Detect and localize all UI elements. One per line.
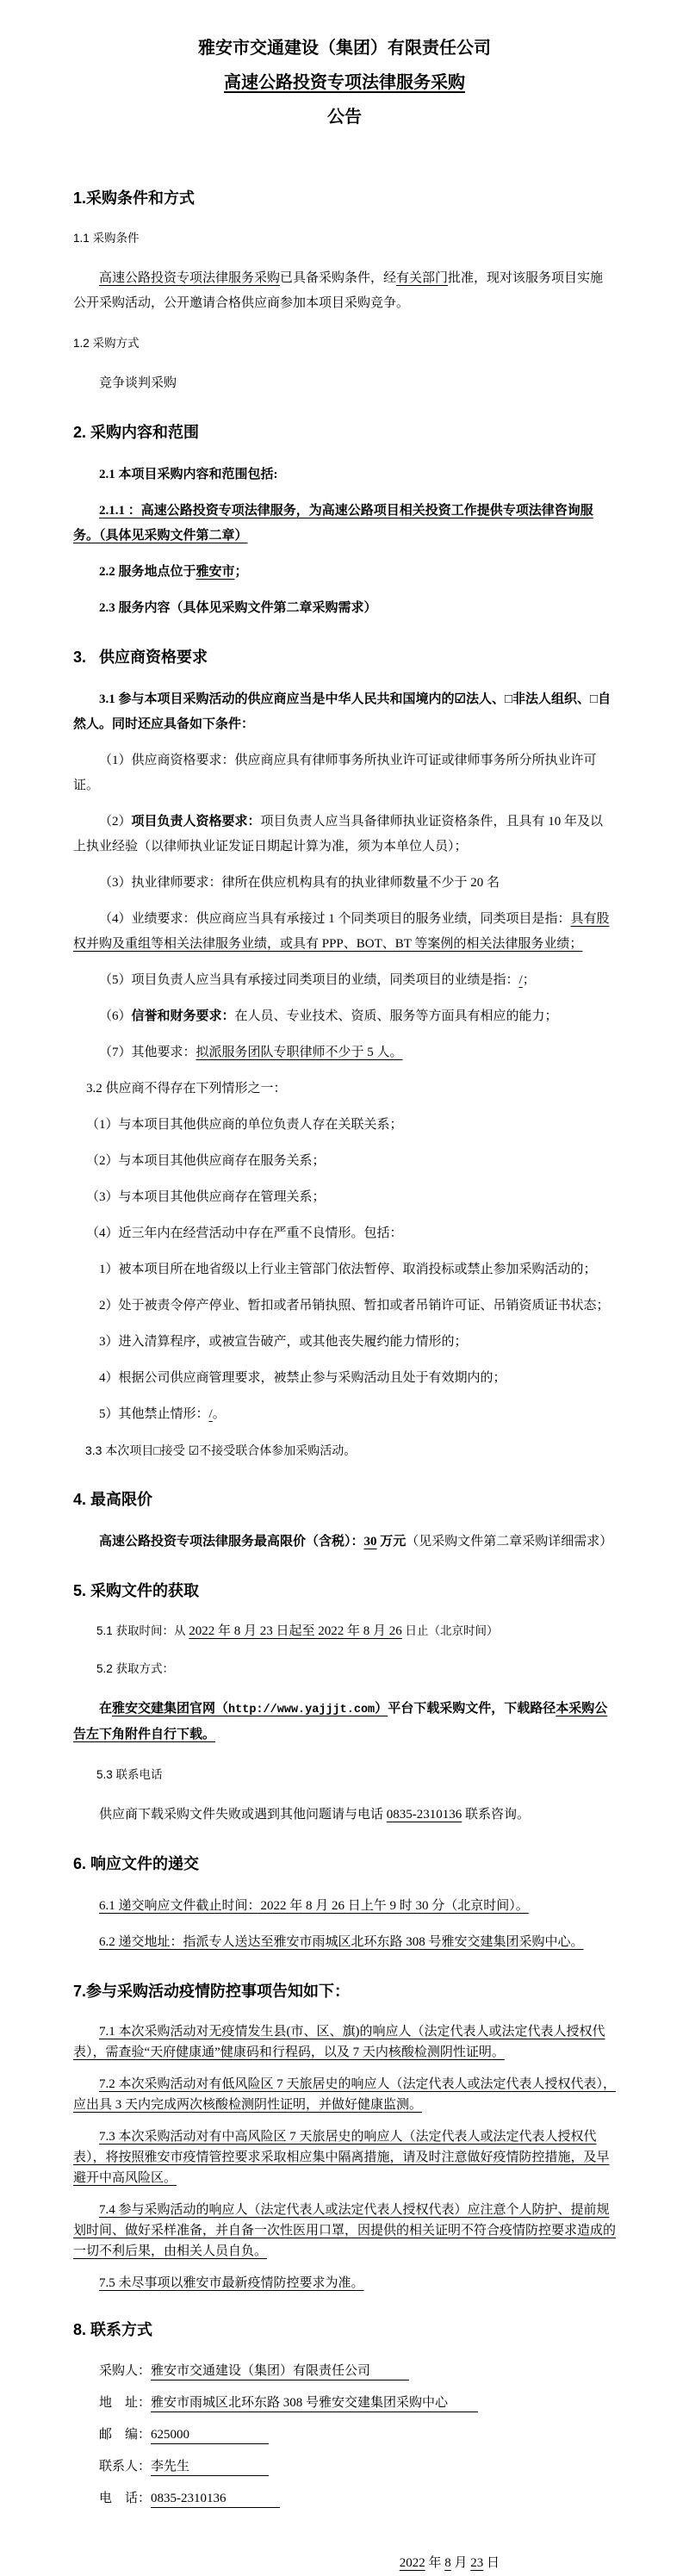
clause-4-price-cap: 高速公路投资专项法律服务最高限价（含税）：30 万元（见采购文件第二章采购详细需求）	[99, 1535, 613, 1549]
contact-phone: 电 话：0835-2310136	[73, 2487, 616, 2510]
section-8-heading: 8. 联系方式	[73, 2321, 153, 2338]
clause-3-1-item-1: （1）供应商资格要求：供应商应具有律师事务所执业许可证或律师事务所分所执业许可证。	[73, 754, 597, 792]
section-1-heading: 1.采购条件和方式	[73, 189, 196, 207]
clause-3-2-subitem-2: 2）处于被责令停产停业、暂扣或者吊销执照、暂扣或者吊销许可证、吊销资质证书状态；	[99, 1299, 610, 1313]
clause-3-1-item-3: （3）执业律师要求：律所在供应机构具有的执业律师数量不少于 20 名	[99, 876, 500, 890]
contact-address: 地 址：雅安市雨城区北环东路 308 号雅安交建集团采购中心	[73, 2392, 616, 2414]
clause-7-2: 7.2 本次采购活动对有低风险区 7 天旅居史的响应人（法定代表人或法定代表人授权代表），应出具 3 天内完成两次核酸检测阴性证明，并做好健康监测。	[73, 2077, 617, 2112]
clause-2-3: 2.3 服务内容（具体见采购文件第二章采购需求）	[99, 601, 377, 615]
document-title	[73, 31, 616, 134]
clause-7-1: 7.1 本次采购活动对无疫情发生县(市、区、旗)的响应人（法定代表人或法定代表人授权代表），需查验“天府健康通”健康码和行程码，以及 7 天内核酸检测阴性证明。	[73, 2025, 605, 2059]
clause-5-2-download-instruction: 在雅安交建集团官网（http://www.yajjjt.com）平台下载采购文件，下载路径本采购公告左下角附件自行下载。	[73, 1702, 608, 1741]
clause-5-3-phone-line: 供应商下载采购文件失败或遇到其他问题请与电话 0835-2310136 联系咨询。	[99, 1808, 531, 1822]
clause-3-2-subitem-4: 4）根据公司供应商管理要求，被禁止参与采购活动且处于有效期内的；	[99, 1371, 506, 1385]
clause-3-2-item-2: （2）与本项目其他供应商存在服务关系；	[86, 1154, 326, 1168]
section-2-heading: 2. 采购内容和范围	[73, 424, 200, 441]
clause-3-1-item-7: （7）其他要求：拟派服务团队专职律师不少于 5 人。	[99, 1046, 403, 1059]
clause-2-1-1: 2.1.1 ：高速公路投资专项法律服务，为高速公路项目相关投资工作提供专项法律咨询服务。（具体见采购文件第二章）	[73, 504, 593, 543]
clause-3-2-item-4: （4）近三年内在经营活动中存在严重不良情形。包括：	[86, 1226, 403, 1240]
clause-1-1-heading: 1.1 采购条件	[73, 232, 140, 245]
section-3-heading: 3. 供应商资格要求	[73, 649, 208, 666]
section-6-heading: 6. 响应文件的递交	[73, 1855, 200, 1872]
clause-3-1: 3.1 参与本项目采购活动的供应商应当是中华人民共和国境内的☑法人、□非法人组织、□自然人。同时还应具备如下条件：	[73, 692, 611, 731]
clause-3-2: 3.2 供应商不得存在下列情形之一：	[86, 1082, 287, 1096]
contact-purchaser: 采购人：雅安市交通建设（集团）有限责任公司	[73, 2360, 616, 2382]
clause-3-2-item-3: （3）与本项目其他供应商存在管理关系；	[86, 1190, 326, 1204]
clause-3-1-item-2: （2）项目负责人资格要求：项目负责人应当具备律师执业证资格条件，且具有 10 年及以上执业经验（以律师执业证发证日期起计算为准，须为本单位人员）；	[73, 815, 604, 853]
contact-postcode: 邮 编：625000	[73, 2424, 616, 2446]
clause-7-5: 7.5 未尽事项以雅安市最新疫情防控要求为准。	[99, 2276, 364, 2290]
clause-3-2-subitem-3: 3）进入清算程序，或被宣告破产，或其他丧失履约能力情形的；	[99, 1335, 468, 1349]
clause-5-2-heading: 5.2 获取方式：	[96, 1662, 175, 1675]
clause-7-3: 7.3 本次采购活动对有中高风险区 7 天旅居史的响应人（法定代表人或法定代表人授权代表），将按照雅安市疫情管控要求采取相应集中隔离措施，请及时注意做好疫情防控措施，及早避开中高风险区。	[73, 2130, 610, 2185]
clause-3-1-item-5: （5）项目负责人应当具有承接过同类项目的业绩，同类项目的业绩是指：/；	[99, 973, 536, 987]
clause-5-3-heading: 5.3 联系电话	[96, 1768, 163, 1781]
clause-3-1-item-6: （6）信誉和财务要求：在人员、专业技术、资质、服务等方面具有相应的能力；	[99, 1009, 558, 1023]
title-project-name: 高速公路投资专项法律服务采购	[224, 73, 465, 92]
section-5-heading: 5. 采购文件的获取	[73, 1582, 200, 1599]
clause-7-4: 7.4 参与采购活动的响应人（法定代表人或法定代表人授权代表）应注意个人防护、提前规划时间、做好采样准备，并自备一次性医用口罩，因提供的相关证明不符合疫情防控要求造成的一切不利后果，由相关人员自负。	[73, 2203, 617, 2258]
clause-3-3-consortium-checkbox-line: 3.3 本次项目□接受 ☑不接受联合体参加采购活动。	[85, 1443, 357, 1457]
announcement-date: 2022 年 8 月 23 日	[399, 2556, 500, 2570]
clause-1-2-heading: 1.2 采购方式	[73, 337, 140, 350]
clause-2-2: 2.2 服务地点位于雅安市；	[99, 565, 248, 579]
section-7-heading: 7.参与采购活动疫情防控事项告知如下：	[73, 1983, 351, 2000]
clause-3-2-item-1: （1）与本项目其他供应商的单位负责人存在关联关系；	[86, 1118, 403, 1132]
clause-5-1-obtain-time: 5.1 获取时间：从 2022 年 8 月 23 日起至 2022 年 8 月 26 日止（北京时间）	[96, 1624, 499, 1638]
clause-6-2-address: 6.2 递交地址：指派专人送达至雅安市雨城区北环东路 308 号雅安交建集团采购中心。	[99, 1935, 584, 1949]
title-company-name: 雅安市交通建设（集团）有限责任公司	[198, 39, 491, 58]
clause-3-2-subitem-5: 5）其他禁止情形：/。	[99, 1407, 226, 1421]
clause-3-1-item-4: （4）业绩要求：供应商应当具有承接过 1 个同类项目的服务业绩，同类项目是指：具有股权并购及重组等相关法律服务业绩，或具有 PPP、BOT、BT 等案例的相关法律服务业绩；	[73, 912, 610, 951]
clause-6-1-deadline: 6.1 递交响应文件截止时间：2022 年 8 月 26 日上午 9 时 30 分（北京时间）。	[99, 1899, 529, 1913]
clause-1-2-paragraph: 竞争谈判采购	[99, 376, 177, 390]
clause-2-1: 2.1 本项目采购内容和范围包括:	[99, 468, 278, 481]
clause-3-2-subitem-1: 1）被本项目所在地省级以上行业主管部门依法暂停、取消投标或禁止参加采购活动的；	[99, 1263, 597, 1276]
section-4-heading: 4. 最高限价	[73, 1491, 153, 1508]
contact-person: 联系人：李先生	[73, 2455, 616, 2478]
clause-1-1-paragraph: 高速公路投资专项法律服务采购已具备采购条件，经有关部门批准，现对该服务项目实施公开采购活动，公开邀请合格供应商参加本项目采购竞争。	[73, 271, 604, 310]
title-doc-type: 公告	[327, 108, 362, 127]
